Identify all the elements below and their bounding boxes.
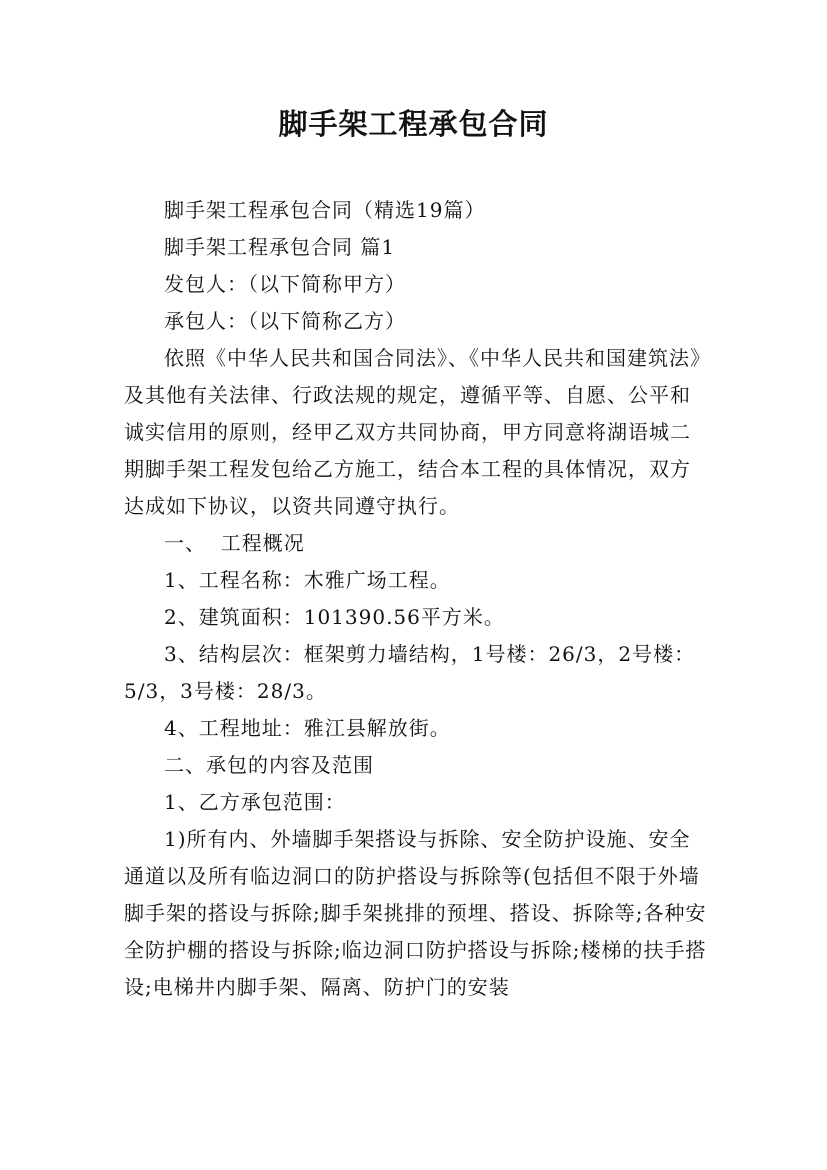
paragraph-scope-label: 1、乙方承包范围： xyxy=(164,790,346,814)
paragraph-building-area: 2、建筑面积：101390.56平方米。 xyxy=(164,605,505,629)
paragraph-project-name: 1、工程名称：木雅广场工程。 xyxy=(164,568,451,592)
paragraph-structure: 3、结构层次：框架剪力墙结构，1号楼：26/3，2号楼：5/3，3号楼：28/3。 xyxy=(124,642,696,703)
paragraph-section-heading: 脚手架工程承包合同 篇1 xyxy=(164,235,396,259)
paragraph-project-address: 4、工程地址：雅江县解放街。 xyxy=(164,716,451,740)
paragraph-employer: 发包人：（以下简称甲方） xyxy=(164,272,406,296)
paragraph-contractor: 承包人：（以下简称乙方） xyxy=(164,309,406,333)
paragraph-heading-overview: 一、 工程概况 xyxy=(164,531,305,555)
paragraph-subtitle: 脚手架工程承包合同（精选19篇） xyxy=(164,198,486,222)
paragraph-preamble: 依照《中华人民共和国合同法》、《中华人民共和国建筑法》及其他有关法律、行政法规的规定，遵循平等、自愿、公平和诚实信用的原则，经甲乙双方共同协商，甲方同意将湖语城二期脚手架工程发包给乙方施工，结合本工程的具体情况，双方达成如下协议，以资共同遵守执行。 xyxy=(124,346,701,518)
document-body xyxy=(124,192,709,1006)
paragraph-heading-scope: 二、承包的内容及范围 xyxy=(164,753,374,777)
paragraph-scope-detail: 1)所有内、外墙脚手架搭设与拆除、安全防护设施、安全通道以及所有临边洞口的防护搭设与拆除等(包括但不限于外墙脚手架的搭设与拆除;脚手架挑排的预埋、搭设、拆除等;各种安全防护棚的搭设与拆除;临边洞口防护搭设与拆除;楼梯的扶手搭设;电梯井内脚手架、隔离、防护门的安装 xyxy=(124,827,707,999)
document-title: 脚手架工程承包合同 xyxy=(278,107,549,141)
